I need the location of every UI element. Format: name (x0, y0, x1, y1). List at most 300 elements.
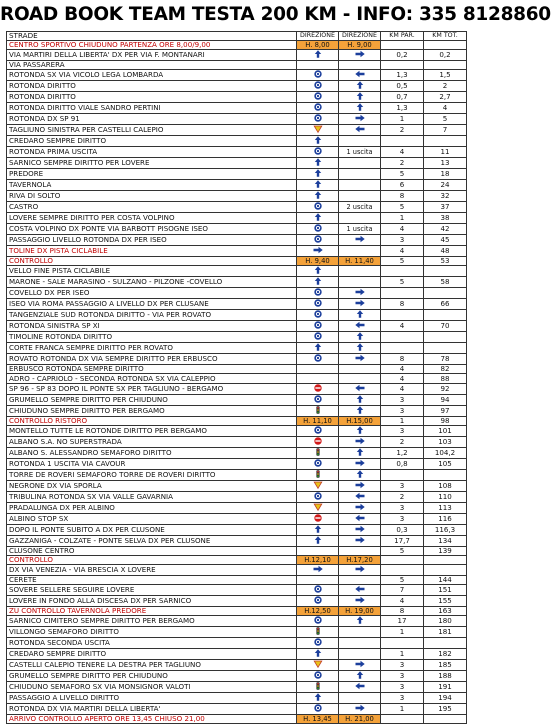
km-total: 163 (424, 606, 467, 615)
km-total: 116 (424, 513, 467, 524)
km-total (424, 288, 467, 299)
arrow-left-icon (355, 585, 365, 595)
arrow-left-icon (355, 70, 365, 80)
arrow-left-icon (355, 682, 365, 692)
km-total: 2,7 (424, 92, 467, 103)
km-total: 82 (424, 365, 467, 374)
direction-2-cell (339, 321, 381, 332)
direction-2-cell (339, 114, 381, 125)
direction-1-cell (297, 502, 339, 513)
table-row (7, 502, 467, 513)
direction-2-cell (339, 277, 381, 288)
km-partial (381, 288, 424, 299)
checkpoint-time: H. 8,00 (305, 41, 330, 50)
km-partial: 1,3 (381, 103, 424, 114)
direction-2-cell (339, 288, 381, 299)
arrow-up-icon (355, 671, 365, 681)
arrow-right-icon (355, 525, 365, 535)
km-partial: 8 (381, 191, 424, 202)
km-partial: 1 (381, 704, 424, 715)
km-partial: 4 (381, 383, 424, 394)
table-row (7, 555, 467, 564)
km-partial: 1 (381, 213, 424, 224)
km-total: 144 (424, 575, 467, 584)
road-description: CONTROLLO (7, 555, 297, 564)
direction-1-cell (297, 671, 339, 682)
table-row (7, 693, 467, 704)
km-total: 13 (424, 158, 467, 169)
yield-icon (313, 481, 323, 491)
table-row (7, 136, 467, 147)
direction-1-cell (297, 158, 339, 169)
direction-2-cell (339, 92, 381, 103)
km-partial: 2 (381, 158, 424, 169)
km-partial (381, 343, 424, 354)
direction-1-cell (297, 616, 339, 627)
table-row (7, 682, 467, 693)
direction-2-cell (339, 584, 381, 595)
km-total: 48 (424, 246, 467, 257)
direction-1-cell (297, 70, 339, 81)
table-row (7, 513, 467, 524)
direction-1-cell (297, 436, 339, 447)
arrow-up-icon (313, 136, 323, 146)
km-total: 180 (424, 616, 467, 627)
arrow-up-icon (355, 616, 365, 626)
direction-1-cell (297, 50, 339, 61)
km-partial: 3 (381, 502, 424, 513)
km-total: 37 (424, 202, 467, 213)
direction-2-cell (339, 480, 381, 491)
km-total: 4 (424, 103, 467, 114)
header-strade: STRADE (7, 32, 297, 41)
direction-1-cell (297, 354, 339, 365)
direction-2-cell (339, 213, 381, 224)
direction-1-cell (297, 513, 339, 524)
direction-1-cell (297, 584, 339, 595)
direction-2-cell (339, 147, 381, 158)
direction-1-cell (297, 332, 339, 343)
table-row (7, 114, 467, 125)
road-description: ARRIVO CONTROLLO APERTO ORE 13,45 CHIUSO 21,00 (7, 715, 297, 724)
km-partial: 3 (381, 513, 424, 524)
table-row (7, 277, 467, 288)
table-row (7, 41, 467, 50)
table-row (7, 436, 467, 447)
checkpoint-time: H. 11,10 (303, 416, 332, 425)
table-row (7, 92, 467, 103)
arrow-up-icon (355, 395, 365, 405)
road-description: ROTONDA DX SP 91 (7, 114, 297, 125)
road-description: ALBANO S.A. NO SUPERSTRADA (7, 436, 297, 447)
km-partial: 4 (381, 246, 424, 257)
km-total: 0,2 (424, 50, 467, 61)
road-description: VIA MARTIRI DELLA LIBERTA' DX PER VIA F. MONTANARI (7, 50, 297, 61)
direction-1-cell (297, 61, 339, 70)
direction-1-cell (297, 469, 339, 480)
direction-1-cell (297, 103, 339, 114)
km-total: 191 (424, 682, 467, 693)
km-partial: 3 (381, 660, 424, 671)
table-row (7, 447, 467, 458)
road-description: CASTRO (7, 202, 297, 213)
header-direzione-1: DIREZIONE (297, 32, 339, 41)
road-description: PREDORE (7, 169, 297, 180)
road-description: MARONE - SALE MARASINO - SULZANO - PILZONE -COVELLO (7, 277, 297, 288)
road-description: TOLINE DX PISTA CICLABILE (7, 246, 297, 257)
arrow-right-icon (355, 704, 365, 714)
direction-1-cell (297, 405, 339, 416)
roundabout-icon (313, 81, 323, 91)
checkpoint-time: H. 11,40 (345, 257, 374, 266)
checkpoint-time: H. 9,40 (305, 257, 330, 266)
km-total (424, 61, 467, 70)
table-row (7, 416, 467, 425)
table-row (7, 257, 467, 266)
arrow-up-icon (355, 310, 365, 320)
km-total: 108 (424, 480, 467, 491)
direction-2-cell (339, 491, 381, 502)
km-partial: 1,2 (381, 447, 424, 458)
direction-2-cell (339, 564, 381, 575)
direction-2-cell (339, 715, 381, 724)
km-total: 42 (424, 224, 467, 235)
roundabout-icon (313, 235, 323, 245)
km-total: 92 (424, 383, 467, 394)
direction-2-cell (339, 660, 381, 671)
km-total: 98 (424, 416, 467, 425)
arrow-right-icon (355, 536, 365, 546)
km-total: 181 (424, 627, 467, 638)
direction-2-cell (339, 671, 381, 682)
road-description: TRIBULINA ROTONDA SX VIA VALLE GAVARNIA (7, 491, 297, 502)
km-partial: 5 (381, 575, 424, 584)
table-row (7, 616, 467, 627)
road-description: SP 96 - SP 83 DOPO IL PONTE SX PER TAGLIUNO - BERGAMO (7, 383, 297, 394)
km-total: 94 (424, 394, 467, 405)
table-row (7, 70, 467, 81)
traffic-light-icon (313, 406, 323, 416)
direction-2-cell (339, 191, 381, 202)
roundabout-icon (313, 638, 323, 648)
direction-1-cell (297, 266, 339, 277)
km-partial: 1 (381, 649, 424, 660)
table-row (7, 595, 467, 606)
km-total: 103 (424, 436, 467, 447)
km-partial: 1 (381, 114, 424, 125)
table-row (7, 365, 467, 374)
direction-1-cell (297, 682, 339, 693)
road-description: RIVA DI SOLTO (7, 191, 297, 202)
road-description: DX VIA VENEZIA - VIA BRESCIA X LOVERE (7, 564, 297, 575)
km-total: 110 (424, 491, 467, 502)
road-description: DOPO IL PONTE SUBITO A DX PER CLUSONE (7, 524, 297, 535)
km-partial: 8 (381, 606, 424, 615)
km-partial (381, 715, 424, 724)
table-row (7, 224, 467, 235)
km-partial: 3 (381, 682, 424, 693)
road-description: CONTROLLO (7, 257, 297, 266)
direction-1-cell (297, 491, 339, 502)
direction-2-cell (339, 546, 381, 555)
km-total (424, 136, 467, 147)
road-description: PRADALUNGA DX PER ALBINO (7, 502, 297, 513)
roundabout-icon (313, 321, 323, 331)
arrow-up-icon (313, 213, 323, 223)
direction-2-cell (339, 616, 381, 627)
direction-2-cell (339, 343, 381, 354)
table-row (7, 81, 467, 92)
road-description: CENTRO SPORTIVO CHIUDUNO PARTENZA ORE 8,00/9,00 (7, 41, 297, 50)
direction-1-cell (297, 246, 339, 257)
table-row (7, 649, 467, 660)
km-total: 45 (424, 235, 467, 246)
km-total: 7 (424, 125, 467, 136)
arrow-right-icon (355, 299, 365, 309)
km-partial: 4 (381, 365, 424, 374)
roundabout-icon (313, 596, 323, 606)
roundabout-icon (313, 585, 323, 595)
arrow-up-icon (355, 103, 365, 113)
direction-2-cell (339, 606, 381, 615)
road-description: CORTE FRANCA SEMPRE DIRITTO PER ROVATO (7, 343, 297, 354)
road-description: VIA PASSARERA (7, 61, 297, 70)
table-row (7, 235, 467, 246)
km-total: 104,2 (424, 447, 467, 458)
direction-2-cell (339, 425, 381, 436)
km-total: 97 (424, 405, 467, 416)
direction-1-cell (297, 447, 339, 458)
km-total (424, 332, 467, 343)
direction-1-cell (297, 92, 339, 103)
road-description: ZU CONTROLLO TAVERNOLA PREDORE (7, 606, 297, 615)
arrow-up-icon (313, 343, 323, 353)
no-entry-icon (313, 514, 323, 524)
page-title: ROAD BOOK TEAM TESTA 200 KM - INFO: 335 8128860 (0, 4, 551, 25)
roundabout-icon (313, 704, 323, 714)
direction-1-cell (297, 321, 339, 332)
km-partial (381, 555, 424, 564)
km-partial: 5 (381, 546, 424, 555)
km-partial (381, 41, 424, 50)
road-description: TIMOLINE ROTONDA DIRITTO (7, 332, 297, 343)
table-row (7, 213, 467, 224)
direction-1-cell (297, 606, 339, 615)
road-description: ALBINO STOP SX (7, 513, 297, 524)
direction-2-cell (339, 310, 381, 321)
direction-1-cell (297, 41, 339, 50)
direction-2-cell (339, 513, 381, 524)
direction-1-cell (297, 277, 339, 288)
km-total (424, 41, 467, 50)
km-partial: 3 (381, 480, 424, 491)
direction-1-cell (297, 638, 339, 649)
direction-1-cell (297, 169, 339, 180)
km-total: 185 (424, 660, 467, 671)
table-row (7, 627, 467, 638)
direction-2-cell (339, 158, 381, 169)
table-row (7, 374, 467, 383)
direction-1-cell (297, 535, 339, 546)
roundabout-icon (313, 671, 323, 681)
roundabout-icon (313, 426, 323, 436)
roundabout-icon (313, 492, 323, 502)
direction-2-cell (339, 524, 381, 535)
km-total: 24 (424, 180, 467, 191)
table-row (7, 191, 467, 202)
direction-2-cell (339, 458, 381, 469)
roundabout-icon (313, 70, 323, 80)
direction-1-cell (297, 365, 339, 374)
header-km-tot: KM TOT. (424, 32, 467, 41)
km-partial: 3 (381, 405, 424, 416)
km-partial: 1 (381, 416, 424, 425)
direction-2-cell (339, 405, 381, 416)
road-description: CASTELLI CALEPIO TENERE LA DESTRA PER TAGLIUNO (7, 660, 297, 671)
direction-1-cell (297, 383, 339, 394)
direction-2-cell (339, 627, 381, 638)
direction-2-cell (339, 266, 381, 277)
arrow-left-icon (355, 492, 365, 502)
direction-1-cell (297, 715, 339, 724)
direction-2-cell (339, 374, 381, 383)
arrow-right-icon (355, 459, 365, 469)
yield-icon (313, 660, 323, 670)
arrow-left-icon (355, 384, 365, 394)
arrow-left-icon (355, 125, 365, 135)
km-total: 155 (424, 595, 467, 606)
direction-1-cell (297, 480, 339, 491)
direction-1-cell (297, 147, 339, 158)
direction-1-cell (297, 213, 339, 224)
direction-2-cell (339, 469, 381, 480)
arrow-left-icon (355, 514, 365, 524)
road-description: LOVERE IN FONDO ALLA DISCESA DX PER SARNICO (7, 595, 297, 606)
km-partial (381, 638, 424, 649)
road-description: CONTROLLO RISTORO (7, 416, 297, 425)
direction-1-cell (297, 125, 339, 136)
road-description: ROTONDA 1 USCITA VIA CAVOUR (7, 458, 297, 469)
direction-2-cell (339, 103, 381, 114)
km-total: 194 (424, 693, 467, 704)
arrow-up-icon (313, 180, 323, 190)
direction-2-cell (339, 169, 381, 180)
km-total: 11 (424, 147, 467, 158)
arrow-right-icon (355, 660, 365, 670)
direction-2-cell (339, 136, 381, 147)
direction-1-cell (297, 288, 339, 299)
km-partial: 4 (381, 224, 424, 235)
direction-1-cell (297, 235, 339, 246)
arrow-up-icon (355, 92, 365, 102)
direction-1-cell (297, 136, 339, 147)
road-description: GAZZANIGA - COLZATE - PONTE SELVA DX PER CLUSONE (7, 535, 297, 546)
table-row (7, 546, 467, 555)
arrow-right-icon (355, 50, 365, 60)
direction-2-cell (339, 555, 381, 564)
direction-1-cell (297, 343, 339, 354)
arrow-up-icon (355, 470, 365, 480)
table-row (7, 469, 467, 480)
km-total: 66 (424, 299, 467, 310)
direction-2-cell (339, 81, 381, 92)
direction-2-cell (339, 638, 381, 649)
arrow-up-icon (355, 406, 365, 416)
traffic-light-icon (313, 682, 323, 692)
road-description: ROTONDA DIRITTO VIALE SANDRO PERTINI (7, 103, 297, 114)
table-row (7, 169, 467, 180)
km-partial: 3 (381, 671, 424, 682)
exit-label: 2 uscita (346, 203, 373, 212)
direction-1-cell (297, 458, 339, 469)
arrow-left-icon (355, 321, 365, 331)
km-partial: 5 (381, 277, 424, 288)
table-row (7, 246, 467, 257)
no-entry-icon (313, 384, 323, 394)
table-row (7, 354, 467, 365)
direction-2-cell (339, 257, 381, 266)
road-description: ADRO - CAPRIOLO - SECONDA ROTONDA SX VIA CALEPPIO (7, 374, 297, 383)
table-row (7, 425, 467, 436)
direction-2-cell (339, 649, 381, 660)
road-description: ERBUSCO ROTONDA SEMPRE DIRITTO (7, 365, 297, 374)
road-description: ROTONDA PRIMA USCITA (7, 147, 297, 158)
table-row (7, 103, 467, 114)
road-description: TANGENZIALE SUD ROTONDA DIRITTO - VIA PER ROVATO (7, 310, 297, 321)
km-partial: 6 (381, 180, 424, 191)
road-description: NEGRONE DX VIA SPORLA (7, 480, 297, 491)
direction-1-cell (297, 704, 339, 715)
arrow-right-icon (313, 565, 323, 575)
direction-2-cell (339, 180, 381, 191)
direction-1-cell (297, 555, 339, 564)
direction-2-cell (339, 224, 381, 235)
table-row (7, 321, 467, 332)
direction-2-cell (339, 383, 381, 394)
roundabout-icon (313, 147, 323, 157)
table-row (7, 310, 467, 321)
arrow-right-icon (355, 503, 365, 513)
road-description: CREDARO SEMPRE DIRITTO (7, 136, 297, 147)
road-description: CHIUDUNO SEMPRE DIRITTO PER BERGAMO (7, 405, 297, 416)
direction-1-cell (297, 416, 339, 425)
direction-2-cell (339, 125, 381, 136)
km-total: 182 (424, 649, 467, 660)
direction-1-cell (297, 546, 339, 555)
arrow-right-icon (355, 288, 365, 298)
roundabout-icon (313, 288, 323, 298)
direction-2-cell (339, 235, 381, 246)
road-description: ISEO VIA ROMA PASSAGGIO A LIVELLO DX PER CLUSANE (7, 299, 297, 310)
checkpoint-time: H. 13,45 (303, 715, 332, 724)
table-row (7, 394, 467, 405)
table-row (7, 660, 467, 671)
table-row (7, 343, 467, 354)
direction-1-cell (297, 180, 339, 191)
direction-2-cell (339, 299, 381, 310)
table-row (7, 458, 467, 469)
km-partial: 5 (381, 257, 424, 266)
km-total: 1,5 (424, 70, 467, 81)
km-total (424, 266, 467, 277)
direction-1-cell (297, 257, 339, 266)
table-row (7, 61, 467, 70)
arrow-up-icon (313, 266, 323, 276)
road-description: COVELLO DX PER ISEO (7, 288, 297, 299)
table-row (7, 180, 467, 191)
checkpoint-time: H.15,00 (346, 416, 373, 425)
km-total: 113 (424, 502, 467, 513)
